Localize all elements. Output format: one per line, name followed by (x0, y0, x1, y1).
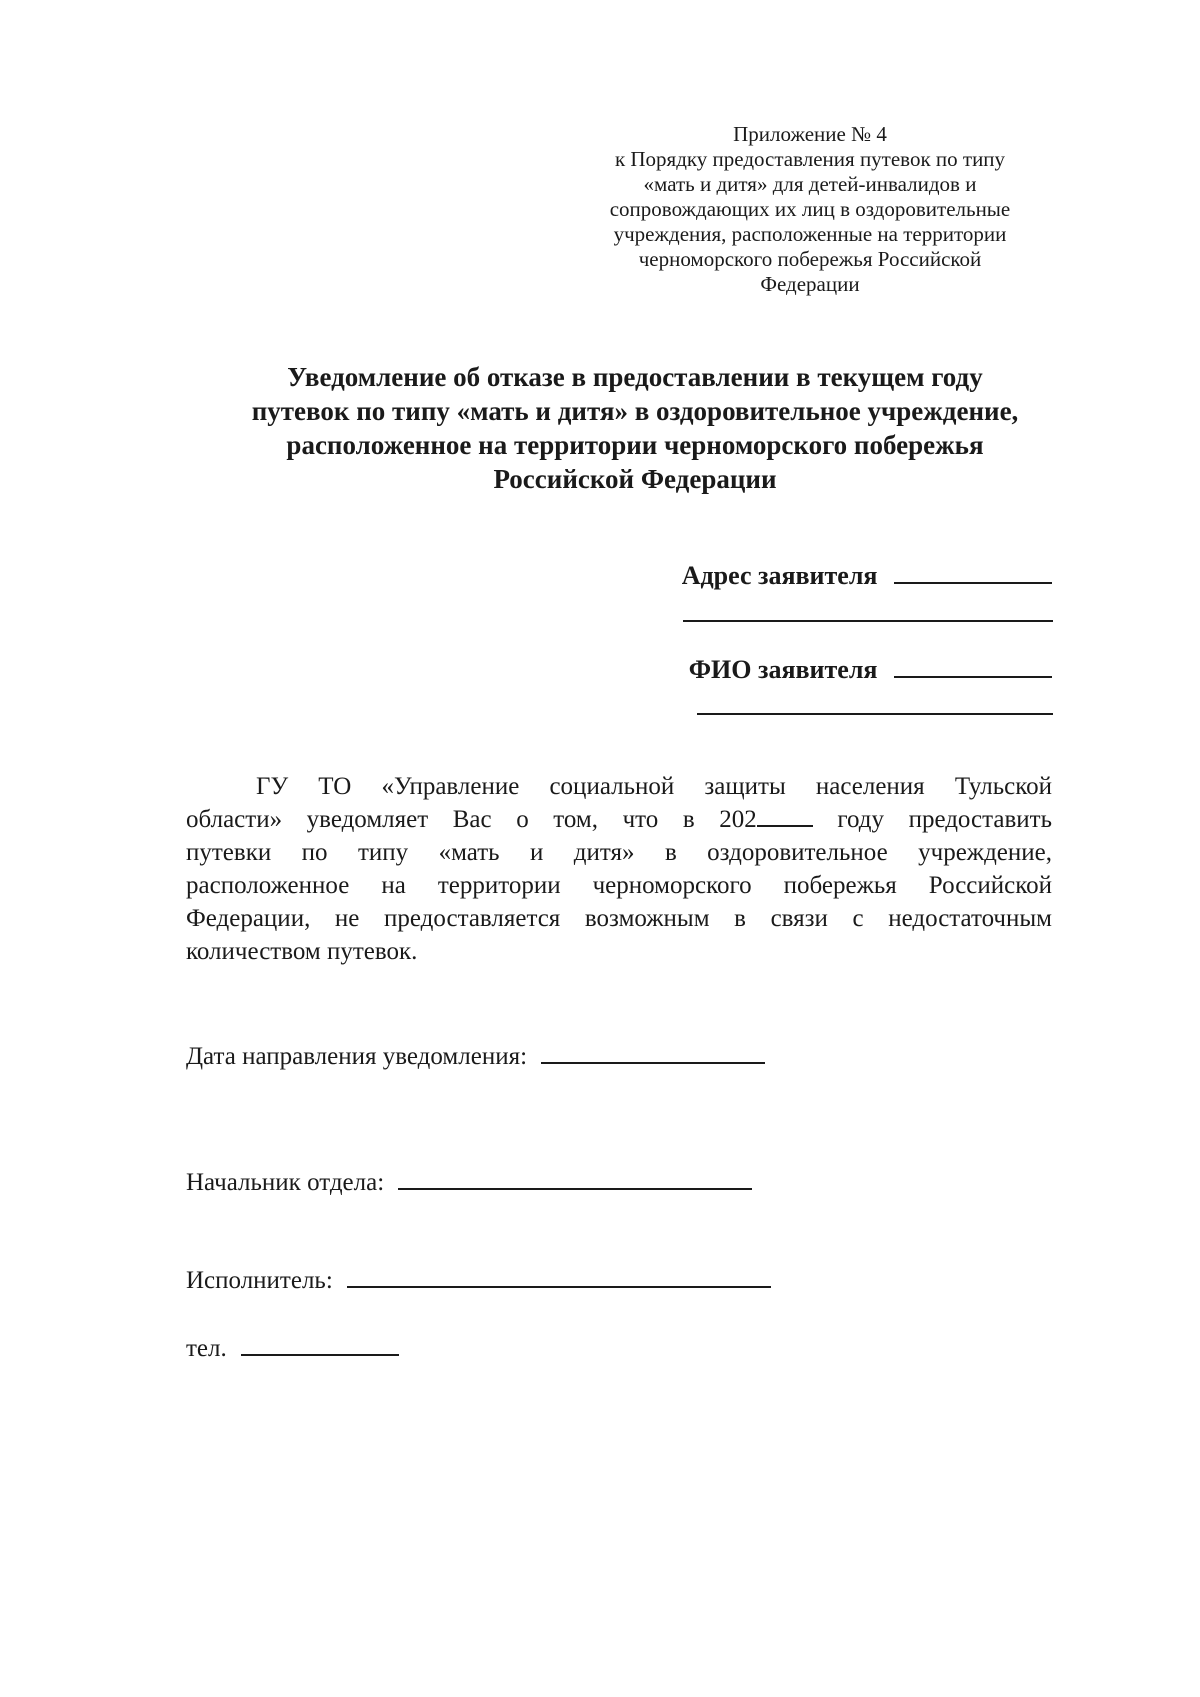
applicant-name-field-continued[interactable] (697, 713, 1053, 715)
applicant-address-field-continued[interactable] (683, 620, 1053, 622)
executor-field[interactable] (347, 1264, 771, 1288)
phone-label: тел. (186, 1335, 227, 1362)
appendix-text-line: «мать и дитя» для детей-инвалидов и (643, 172, 977, 196)
body-line: расположенное на территории черноморского побережья Российской (186, 872, 1052, 899)
title-line: Российской Федерации (493, 464, 777, 494)
title-line: путевок по типу «мать и дитя» в оздоровительное учреждение, (251, 396, 1019, 426)
department-head-field[interactable] (398, 1166, 752, 1190)
year-field[interactable] (757, 803, 813, 827)
notification-date-label: Дата направления уведомления: (186, 1043, 528, 1070)
notification-date-field[interactable] (541, 1040, 765, 1064)
appendix-text-line: учреждения, расположенные на территории (613, 222, 1007, 246)
department-head-label: Начальник отдела: (186, 1169, 385, 1196)
title-line: расположенное на территории черноморского побережья (286, 430, 984, 460)
phone-field[interactable] (241, 1332, 399, 1356)
executor-row (186, 1264, 771, 1295)
document-title (190, 360, 1080, 496)
body-line: области» уведомляет Вас о том, что в 202 году предоставить (186, 803, 1052, 836)
executor-label: Исполнитель: (186, 1267, 333, 1294)
body-line: количеством путевок. (186, 938, 418, 965)
applicant-name-label: ФИО заявителя (688, 655, 878, 684)
appendix-text-line: к Порядку предоставления путевок по типу (614, 147, 1006, 171)
notification-body (186, 770, 1052, 968)
appendix-number: Приложение № 4 (733, 122, 887, 146)
body-line: путевки по типу «мать и дитя» в оздоровительное учреждение, (186, 839, 1052, 866)
appendix-reference (560, 122, 1060, 297)
applicant-name-row (689, 650, 1052, 685)
notification-date-row (186, 1040, 765, 1071)
appendix-text-line: черноморского побережья Российской (638, 247, 982, 271)
applicant-address-label: Адрес заявителя (681, 561, 878, 590)
department-head-row (186, 1166, 752, 1197)
phone-row (186, 1332, 399, 1363)
applicant-address-field[interactable] (894, 556, 1052, 584)
body-line: Федерации, не предоставляется возможным в связи с недостаточным (186, 905, 1052, 932)
applicant-name-field[interactable] (894, 650, 1052, 678)
appendix-text-line: сопровождающих их лиц в оздоровительные (609, 197, 1011, 221)
applicant-address-row (682, 556, 1052, 591)
title-line: Уведомление об отказе в предоставлении в текущем году (287, 362, 983, 392)
body-line: ГУ ТО «Управление социальной защиты населения Тульской (256, 773, 1052, 800)
appendix-text-line: Федерации (760, 272, 860, 296)
